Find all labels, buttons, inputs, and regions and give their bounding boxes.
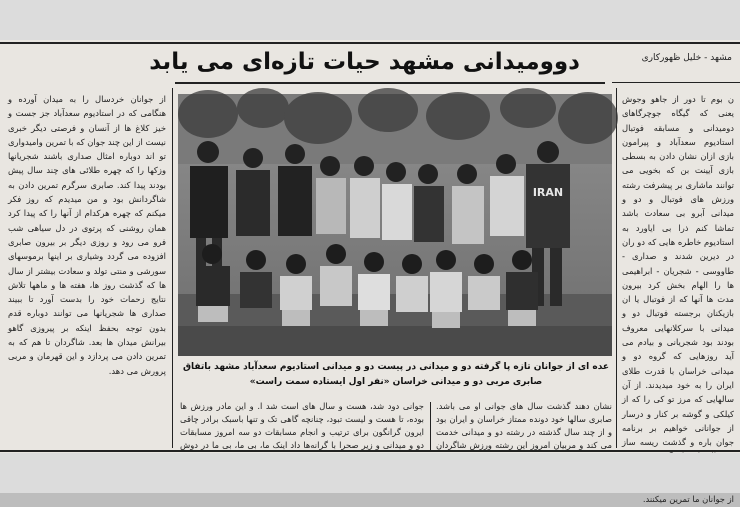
right-column-text	[622, 92, 734, 505]
caption-line-1: عده ای از جوانان تازه پا گرفته دو و میدانی در پیست دو و میدانی استادیوم سعدآباد مشهد باتفاق	[182, 362, 610, 372]
iran-shirt-text: IRAN	[532, 186, 564, 199]
bottom-rule	[0, 450, 740, 452]
top-margin-band	[0, 0, 740, 40]
column-divider-right	[616, 88, 617, 448]
headline-underline	[175, 82, 605, 84]
newspaper-clipping	[0, 40, 740, 505]
left-column-paragraph: از جوانان خردسال را به میدان آورده و هنگامی که در استادیوم سعدآباد جز جست و خیز کلاغ ها از آنسان و فرصتی دیگر خبری نیست از این چند جوان که با تمرین وامیدواری تو اند دوباره امثال صداری باشند شجریانها وزکها را که چهره طلائی های چند سال پیش بودند پیدا کند. صابری سرگرم تمرین دادن به شاگردانش بود و من میدیدم که روز فکر میکنم که چهره هرکدام از آنها را که پیدا کرد همان روشنی که پرتوی در دل سیاهی شب فرو می رود و روزی دیگر بر بیرون صابری افزوده می گردد وشیاری بر اینها برموسهای سورشی و منتی تولد و سعادت بیشتر از سال ها که گذشت روز ها، هفته ها و ماهها تلاش نتایج زحمات خود را بدست آورد تا ببیند صداری ها شجریانها می توانند دوباره قدم بدون توجه بحفظ اینکه بر پیروزی گاهو بیرانش میدان ها بعد. شاگردان تا هم که به تمرین دادن می پردازد و این قهرمان و مربی پرورش می دهد.	[8, 94, 166, 376]
top-rule	[0, 42, 740, 44]
byline-underline	[612, 82, 740, 83]
under-divider	[430, 402, 431, 450]
team-photo-illustration	[178, 94, 612, 356]
byline: مشهد - خلیل ظهورکاری	[641, 53, 732, 63]
photo-caption	[182, 360, 610, 396]
caption-line-2: صابری مربی دو و میدانی خراسان «نفر اول ایستاده سمت راست»	[249, 377, 543, 387]
under-photo-middle-text: جوانی دود شد، هست و سال های است شد ا. و این مادر ورزش ها بوده، تا هست و لیست تبود، چنانچه گاهی تک و تنها باسبک برادر چاقی ایرون گرانگون برای ترتیب و انجام مسابقات دو سه امروز مسابقات دو و میدانی و زیر صحرا با گرانه‌ها داد اینک ما، بی ما، بی ما در دوش	[180, 401, 424, 450]
right-column-paragraph: ن بوم تا دور از جاهو وجوش یعنی که گیگاه جوچرگاهای دومیدانی و مسابقه فوتبال استادیوم سعدآباد و پیرامون بازی ازان نشان دادن به بسطی بازی آیینت بن که بخویی می توانند ماشاری بر پیشرفت رشته ورزش های فوتبال و دو و میدانی آبرو بی سعادت باشد تماشا کنم ذرا بی ایاورد به استادیوم خاطره هایی که دو ران در دیرین شدند و صداری - طاووسی - شجریان - ابراهیمی ها را الهام بخش کرد بیرون مدت ها آنها که از فوتبال یا ان بازیکنان برجسته فوتبال دو و میدانی با سرکلانهایی معروف بودند بود شجریانی و بیادم می آید روزهایی که گروه دو و میدانی خراسان با قدرت طلای ایران را به خود میدیدند. از آن سالهایی که مرز تو کی را که از کیلکی و گوشه بر کنار و درسار از جوانانی خواهیم بر برنامه جوان باره و گذشت ریسه ساز از جوانان ما تمرین میکنند.	[622, 94, 734, 505]
column-divider-left	[172, 88, 173, 448]
under-photo-right-text: نشان دهند گذشت سال های جوانی او می باشد. صابری سالها خود دونده ممتاز خراسان و ایران بود و از چند سال گذشته در رشته دو و میدانی خدمت می کند و مربیان امروز این رشته ورزش شاگردان	[436, 401, 612, 450]
headline: دوومیدانی مشهد حیات تازه‌ای می یابد	[149, 49, 580, 75]
bottom-margin-band	[0, 453, 740, 493]
team-photo	[178, 94, 612, 356]
left-column-text	[8, 92, 166, 450]
